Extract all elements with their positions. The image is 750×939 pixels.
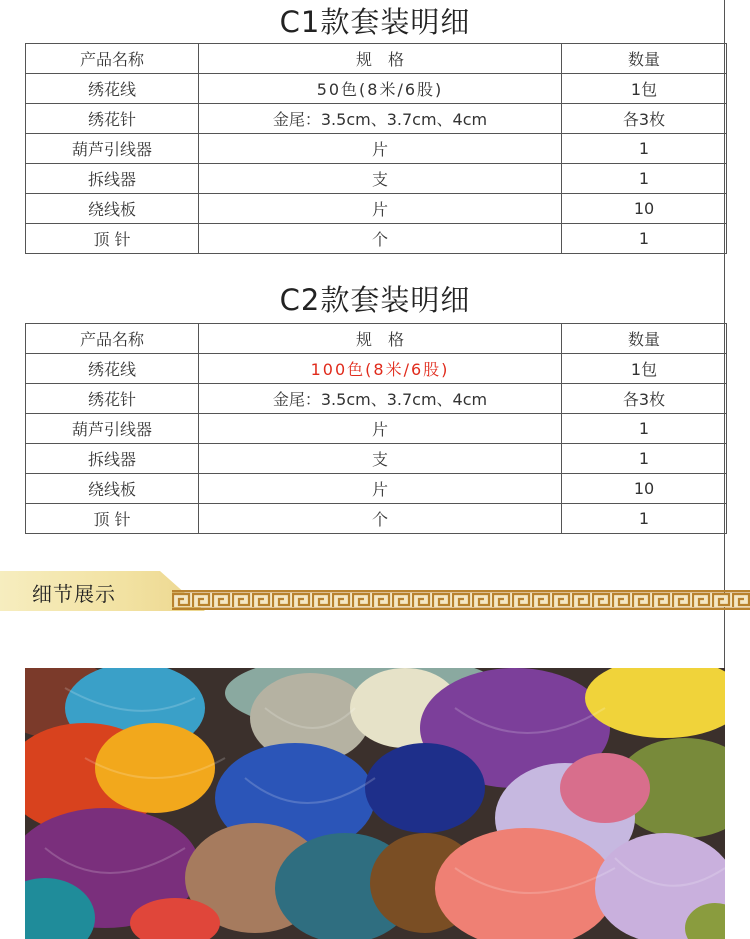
- detail-section-banner: [0, 571, 750, 611]
- table-row: [26, 444, 727, 474]
- thread-skeins-image: [25, 668, 725, 939]
- table-row: [26, 504, 727, 534]
- cell-name: 绕线板: [26, 194, 199, 224]
- cell-qty: 1包: [562, 354, 727, 384]
- cell-spec: 个: [199, 224, 562, 254]
- header-spec: 规 格: [199, 44, 562, 74]
- cell-name: 顶 针: [26, 504, 199, 534]
- cell-spec: 片: [199, 474, 562, 504]
- c1-spec-table: [25, 43, 727, 254]
- cell-qty: 各3枚: [562, 384, 727, 414]
- table-row: [26, 164, 727, 194]
- c2-spec-table: [25, 323, 727, 534]
- c2-title: C2款套装明细: [279, 283, 471, 317]
- table-row: [26, 194, 727, 224]
- cell-name: 拆线器: [26, 444, 199, 474]
- cell-spec: 50色(8米/6股): [199, 74, 562, 104]
- cell-qty: 10: [562, 194, 727, 224]
- cell-spec: 片: [199, 134, 562, 164]
- table-row: [26, 134, 727, 164]
- table-row: [26, 74, 727, 104]
- cell-qty: 1: [562, 504, 727, 534]
- cell-spec: 支: [199, 444, 562, 474]
- cell-name: 绕线板: [26, 474, 199, 504]
- cell-qty: 1: [562, 164, 727, 194]
- cell-qty: 各3枚: [562, 104, 727, 134]
- table-header-row: [26, 44, 727, 74]
- table-row: [26, 224, 727, 254]
- cell-spec: 金尾：3.5cm、3.7cm、4cm: [199, 104, 562, 134]
- cell-qty: 10: [562, 474, 727, 504]
- cell-spec: 片: [199, 194, 562, 224]
- cell-name: 顶 针: [26, 224, 199, 254]
- cell-qty: 1: [562, 414, 727, 444]
- header-name: 产品名称: [26, 324, 199, 354]
- section-label: 细节展示: [32, 582, 116, 606]
- cell-spec: 支: [199, 164, 562, 194]
- table-row: [26, 474, 727, 504]
- thread-skeins-photo: [25, 668, 725, 939]
- table-row: [26, 384, 727, 414]
- c1-title: C1款套装明细: [279, 5, 471, 39]
- cell-name: 拆线器: [26, 164, 199, 194]
- header-spec: 规 格: [199, 324, 562, 354]
- cell-spec-highlight: 100色(8米/6股): [199, 354, 562, 384]
- table-row: [26, 414, 727, 444]
- header-qty: 数量: [562, 44, 727, 74]
- greek-key-border: [172, 590, 750, 610]
- header-name: 产品名称: [26, 44, 199, 74]
- cell-name: 绣花针: [26, 104, 199, 134]
- cell-name: 绣花线: [26, 74, 199, 104]
- cell-spec: 金尾：3.5cm、3.7cm、4cm: [199, 384, 562, 414]
- cell-qty: 1: [562, 224, 727, 254]
- cell-spec: 片: [199, 414, 562, 444]
- header-qty: 数量: [562, 324, 727, 354]
- cell-name: 绣花针: [26, 384, 199, 414]
- cell-name: 葫芦引线器: [26, 414, 199, 444]
- cell-qty: 1包: [562, 74, 727, 104]
- table-header-row: [26, 324, 727, 354]
- cell-name: 绣花线: [26, 354, 199, 384]
- cell-qty: 1: [562, 134, 727, 164]
- cell-qty: 1: [562, 444, 727, 474]
- table-row: [26, 104, 727, 134]
- cell-name: 葫芦引线器: [26, 134, 199, 164]
- table-row: [26, 354, 727, 384]
- cell-spec: 个: [199, 504, 562, 534]
